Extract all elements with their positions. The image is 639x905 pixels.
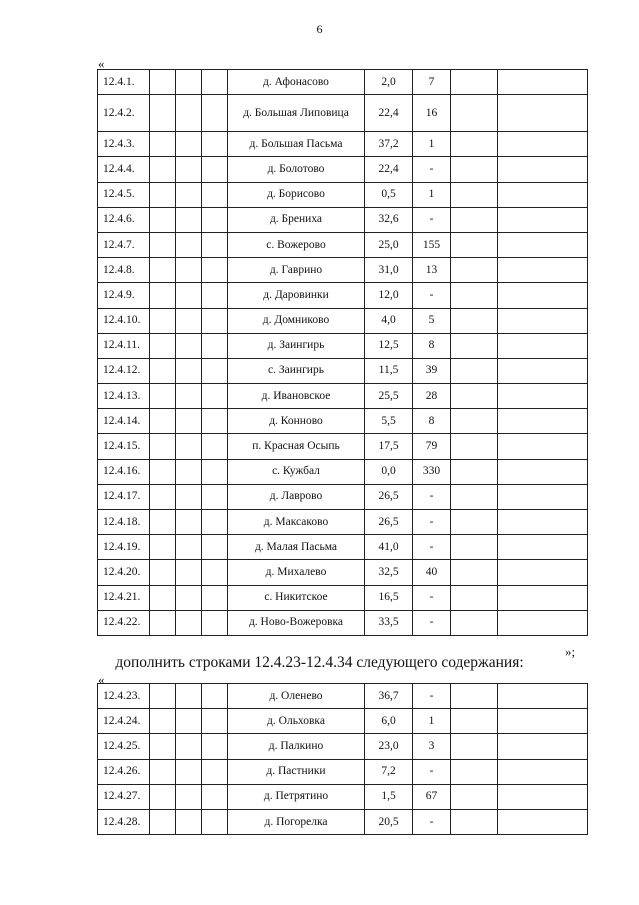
table-row	[98, 384, 588, 409]
count-cell: -	[413, 585, 451, 610]
empty-cell	[451, 459, 498, 484]
settlement-name-cell: д. Болотово	[228, 157, 365, 182]
count-cell: 5	[413, 308, 451, 333]
empty-cell	[176, 784, 202, 809]
table-row	[98, 358, 588, 383]
empty-cell	[150, 535, 176, 560]
count-cell: 1	[413, 709, 451, 734]
row-number-cell: 12.4.26.	[98, 759, 150, 784]
empty-cell	[150, 132, 176, 157]
empty-cell	[202, 734, 228, 759]
row-number-cell: 12.4.22.	[98, 610, 150, 635]
empty-cell	[176, 283, 202, 308]
empty-cell	[176, 684, 202, 709]
settlement-name-cell: с. Заингирь	[228, 358, 365, 383]
table-row	[98, 232, 588, 257]
count-cell: -	[413, 759, 451, 784]
instruction-text: дополнить строками 12.4.23-12.4.34 следующего содержания:	[115, 654, 524, 671]
count-cell: 330	[413, 459, 451, 484]
empty-cell	[150, 358, 176, 383]
settlement-name-cell: д. Максаково	[228, 510, 365, 535]
empty-cell	[451, 258, 498, 283]
row-number-cell: 12.4.4.	[98, 157, 150, 182]
empty-cell	[202, 510, 228, 535]
empty-cell	[202, 132, 228, 157]
empty-cell	[150, 308, 176, 333]
empty-cell	[451, 95, 498, 132]
distance-cell: 1,5	[365, 784, 413, 809]
table-row	[98, 585, 588, 610]
empty-cell	[498, 510, 588, 535]
empty-cell	[451, 384, 498, 409]
table-row	[98, 535, 588, 560]
empty-cell	[150, 459, 176, 484]
empty-cell	[498, 610, 588, 635]
empty-cell	[451, 182, 498, 207]
settlement-name-cell: с. Никитское	[228, 585, 365, 610]
table-row	[98, 560, 588, 585]
empty-cell	[176, 132, 202, 157]
empty-cell	[202, 207, 228, 232]
empty-cell	[176, 258, 202, 283]
settlement-name-cell: д. Конново	[228, 409, 365, 434]
distance-cell: 36,7	[365, 684, 413, 709]
row-number-cell: 12.4.17.	[98, 484, 150, 509]
empty-cell	[202, 283, 228, 308]
empty-cell	[451, 759, 498, 784]
row-number-cell: 12.4.20.	[98, 560, 150, 585]
distance-cell: 22,4	[365, 95, 413, 132]
distance-cell: 26,5	[365, 510, 413, 535]
empty-cell	[150, 784, 176, 809]
distance-cell: 22,4	[365, 157, 413, 182]
empty-cell	[176, 384, 202, 409]
empty-cell	[498, 207, 588, 232]
empty-cell	[498, 95, 588, 132]
empty-cell	[150, 384, 176, 409]
empty-cell	[498, 535, 588, 560]
row-number-cell: 12.4.13.	[98, 384, 150, 409]
distance-cell: 32,6	[365, 207, 413, 232]
empty-cell	[150, 157, 176, 182]
count-cell: -	[413, 535, 451, 560]
count-cell: -	[413, 510, 451, 535]
table-row	[98, 283, 588, 308]
settlement-name-cell: п. Красная Осыпь	[228, 434, 365, 459]
row-number-cell: 12.4.21.	[98, 585, 150, 610]
empty-cell	[176, 560, 202, 585]
table-row	[98, 434, 588, 459]
empty-cell	[150, 95, 176, 132]
empty-cell	[202, 585, 228, 610]
empty-cell	[150, 283, 176, 308]
empty-cell	[176, 759, 202, 784]
count-cell: -	[413, 283, 451, 308]
empty-cell	[150, 70, 176, 95]
settlement-name-cell: д. Ново-Вожеровка	[228, 610, 365, 635]
table-row	[98, 734, 588, 759]
empty-cell	[176, 95, 202, 132]
empty-cell	[451, 809, 498, 834]
distance-cell: 41,0	[365, 535, 413, 560]
distance-cell: 4,0	[365, 308, 413, 333]
empty-cell	[451, 510, 498, 535]
empty-cell	[498, 132, 588, 157]
empty-cell	[451, 560, 498, 585]
distance-cell: 32,5	[365, 560, 413, 585]
table-row	[98, 459, 588, 484]
empty-cell	[202, 333, 228, 358]
empty-cell	[150, 560, 176, 585]
table-row	[98, 182, 588, 207]
empty-cell	[498, 308, 588, 333]
row-number-cell: 12.4.9.	[98, 283, 150, 308]
distance-cell: 12,5	[365, 333, 413, 358]
empty-cell	[150, 684, 176, 709]
row-number-cell: 12.4.5.	[98, 182, 150, 207]
empty-cell	[498, 560, 588, 585]
empty-cell	[451, 784, 498, 809]
settlement-name-cell: д. Палкино	[228, 734, 365, 759]
distance-cell: 26,5	[365, 484, 413, 509]
table-row	[98, 70, 588, 95]
empty-cell	[451, 157, 498, 182]
row-number-cell: 12.4.15.	[98, 434, 150, 459]
empty-cell	[202, 784, 228, 809]
empty-cell	[498, 333, 588, 358]
empty-cell	[498, 157, 588, 182]
settlement-name-cell: д. Пастники	[228, 759, 365, 784]
count-cell: -	[413, 809, 451, 834]
row-number-cell: 12.4.24.	[98, 709, 150, 734]
count-cell: 16	[413, 95, 451, 132]
empty-cell	[202, 358, 228, 383]
empty-cell	[202, 157, 228, 182]
empty-cell	[498, 784, 588, 809]
settlement-name-cell: с. Вожерово	[228, 232, 365, 257]
empty-cell	[202, 709, 228, 734]
count-cell: -	[413, 207, 451, 232]
settlement-name-cell: д. Борисово	[228, 182, 365, 207]
empty-cell	[498, 70, 588, 95]
count-cell: 8	[413, 333, 451, 358]
table-row	[98, 308, 588, 333]
empty-cell	[150, 333, 176, 358]
empty-cell	[498, 459, 588, 484]
distance-cell: 17,5	[365, 434, 413, 459]
empty-cell	[451, 535, 498, 560]
empty-cell	[150, 484, 176, 509]
table-row	[98, 333, 588, 358]
settlement-name-cell: с. Кужбал	[228, 459, 365, 484]
settlement-name-cell: д. Лаврово	[228, 484, 365, 509]
empty-cell	[150, 585, 176, 610]
empty-cell	[202, 384, 228, 409]
table-row	[98, 709, 588, 734]
empty-cell	[202, 308, 228, 333]
empty-cell	[498, 684, 588, 709]
empty-cell	[176, 585, 202, 610]
count-cell: -	[413, 684, 451, 709]
table-row	[98, 132, 588, 157]
table-row	[98, 759, 588, 784]
empty-cell	[451, 484, 498, 509]
empty-cell	[150, 409, 176, 434]
empty-cell	[451, 409, 498, 434]
page-number: 6	[316, 22, 323, 36]
empty-cell	[202, 232, 228, 257]
distance-cell: 31,0	[365, 258, 413, 283]
empty-cell	[202, 95, 228, 132]
table-row	[98, 409, 588, 434]
empty-cell	[451, 333, 498, 358]
empty-cell	[150, 182, 176, 207]
empty-cell	[498, 409, 588, 434]
empty-cell	[150, 207, 176, 232]
empty-cell	[150, 809, 176, 834]
empty-cell	[176, 358, 202, 383]
empty-cell	[202, 484, 228, 509]
row-number-cell: 12.4.16.	[98, 459, 150, 484]
empty-cell	[176, 809, 202, 834]
count-cell: 13	[413, 258, 451, 283]
count-cell: 1	[413, 132, 451, 157]
empty-cell	[202, 459, 228, 484]
settlement-name-cell: д. Большая Липовица	[228, 95, 365, 132]
empty-cell	[451, 358, 498, 383]
distance-cell: 16,5	[365, 585, 413, 610]
distance-cell: 25,5	[365, 384, 413, 409]
empty-cell	[498, 384, 588, 409]
distance-cell: 23,0	[365, 734, 413, 759]
settlement-name-cell: д. Оленево	[228, 684, 365, 709]
empty-cell	[176, 709, 202, 734]
table-row	[98, 784, 588, 809]
count-cell: 3	[413, 734, 451, 759]
row-number-cell: 12.4.19.	[98, 535, 150, 560]
distance-cell: 7,2	[365, 759, 413, 784]
row-number-cell: 12.4.12.	[98, 358, 150, 383]
open-quote-1: «	[98, 56, 105, 71]
count-cell: 8	[413, 409, 451, 434]
empty-cell	[498, 734, 588, 759]
empty-cell	[150, 434, 176, 459]
row-number-cell: 12.4.23.	[98, 684, 150, 709]
settlement-name-cell: д. Заингирь	[228, 333, 365, 358]
settlement-name-cell: д. Домниково	[228, 308, 365, 333]
empty-cell	[202, 610, 228, 635]
row-number-cell: 12.4.28.	[98, 809, 150, 834]
empty-cell	[498, 759, 588, 784]
open-quote-2: «	[98, 672, 105, 687]
distance-cell: 20,5	[365, 809, 413, 834]
empty-cell	[498, 484, 588, 509]
row-number-cell: 12.4.2.	[98, 95, 150, 132]
empty-cell	[451, 610, 498, 635]
empty-cell	[176, 308, 202, 333]
row-number-cell: 12.4.1.	[98, 70, 150, 95]
empty-cell	[451, 132, 498, 157]
row-number-cell: 12.4.18.	[98, 510, 150, 535]
empty-cell	[451, 709, 498, 734]
settlements-table-2	[97, 683, 588, 835]
distance-cell: 25,0	[365, 232, 413, 257]
row-number-cell: 12.4.3.	[98, 132, 150, 157]
table-row	[98, 207, 588, 232]
count-cell: -	[413, 157, 451, 182]
empty-cell	[150, 759, 176, 784]
empty-cell	[176, 409, 202, 434]
row-number-cell: 12.4.10.	[98, 308, 150, 333]
settlement-name-cell: д. Михалево	[228, 560, 365, 585]
empty-cell	[498, 585, 588, 610]
distance-cell: 12,0	[365, 283, 413, 308]
settlement-name-cell: д. Ивановское	[228, 384, 365, 409]
empty-cell	[498, 709, 588, 734]
empty-cell	[498, 182, 588, 207]
distance-cell: 0,5	[365, 182, 413, 207]
row-number-cell: 12.4.7.	[98, 232, 150, 257]
empty-cell	[176, 459, 202, 484]
empty-cell	[451, 308, 498, 333]
table-row	[98, 484, 588, 509]
empty-cell	[176, 434, 202, 459]
settlement-name-cell: д. Афонасово	[228, 70, 365, 95]
empty-cell	[176, 510, 202, 535]
empty-cell	[150, 734, 176, 759]
settlement-name-cell: д. Большая Пасьма	[228, 132, 365, 157]
row-number-cell: 12.4.25.	[98, 734, 150, 759]
distance-cell: 11,5	[365, 358, 413, 383]
empty-cell	[498, 809, 588, 834]
empty-cell	[451, 70, 498, 95]
empty-cell	[176, 157, 202, 182]
count-cell: 40	[413, 560, 451, 585]
empty-cell	[176, 70, 202, 95]
empty-cell	[176, 734, 202, 759]
settlement-name-cell: д. Малая Пасьма	[228, 535, 365, 560]
count-cell: 28	[413, 384, 451, 409]
row-number-cell: 12.4.14.	[98, 409, 150, 434]
table-row	[98, 510, 588, 535]
empty-cell	[176, 207, 202, 232]
count-cell: 67	[413, 784, 451, 809]
empty-cell	[202, 70, 228, 95]
count-cell: -	[413, 484, 451, 509]
settlement-name-cell: д. Петрятино	[228, 784, 365, 809]
settlements-table-1	[97, 69, 588, 636]
empty-cell	[176, 333, 202, 358]
settlement-name-cell: д. Погорелка	[228, 809, 365, 834]
distance-cell: 0,0	[365, 459, 413, 484]
count-cell: 79	[413, 434, 451, 459]
table-row	[98, 610, 588, 635]
empty-cell	[451, 585, 498, 610]
empty-cell	[150, 610, 176, 635]
distance-cell: 6,0	[365, 709, 413, 734]
empty-cell	[202, 409, 228, 434]
row-number-cell: 12.4.11.	[98, 333, 150, 358]
empty-cell	[176, 232, 202, 257]
table-row	[98, 157, 588, 182]
empty-cell	[498, 358, 588, 383]
empty-cell	[202, 182, 228, 207]
table-row	[98, 258, 588, 283]
empty-cell	[451, 232, 498, 257]
empty-cell	[202, 258, 228, 283]
empty-cell	[150, 510, 176, 535]
settlement-name-cell: д. Ольховка	[228, 709, 365, 734]
empty-cell	[498, 283, 588, 308]
empty-cell	[451, 734, 498, 759]
empty-cell	[176, 535, 202, 560]
close-quote-1: »;	[565, 644, 576, 659]
table-row	[98, 95, 588, 132]
empty-cell	[498, 258, 588, 283]
empty-cell	[150, 232, 176, 257]
settlement-name-cell: д. Брениха	[228, 207, 365, 232]
empty-cell	[150, 258, 176, 283]
empty-cell	[150, 709, 176, 734]
empty-cell	[202, 684, 228, 709]
row-number-cell: 12.4.27.	[98, 784, 150, 809]
empty-cell	[451, 283, 498, 308]
count-cell: 1	[413, 182, 451, 207]
count-cell: 155	[413, 232, 451, 257]
empty-cell	[451, 434, 498, 459]
empty-cell	[202, 560, 228, 585]
table-row	[98, 809, 588, 834]
empty-cell	[451, 684, 498, 709]
empty-cell	[202, 759, 228, 784]
row-number-cell: 12.4.8.	[98, 258, 150, 283]
empty-cell	[498, 434, 588, 459]
count-cell: 39	[413, 358, 451, 383]
table-row	[98, 684, 588, 709]
empty-cell	[176, 484, 202, 509]
settlement-name-cell: д. Даровинки	[228, 283, 365, 308]
count-cell: 7	[413, 70, 451, 95]
distance-cell: 5,5	[365, 409, 413, 434]
row-number-cell: 12.4.6.	[98, 207, 150, 232]
empty-cell	[176, 610, 202, 635]
empty-cell	[202, 809, 228, 834]
distance-cell: 2,0	[365, 70, 413, 95]
empty-cell	[498, 232, 588, 257]
empty-cell	[202, 434, 228, 459]
distance-cell: 37,2	[365, 132, 413, 157]
empty-cell	[451, 207, 498, 232]
distance-cell: 33,5	[365, 610, 413, 635]
empty-cell	[176, 182, 202, 207]
settlement-name-cell: д. Гаврино	[228, 258, 365, 283]
count-cell: -	[413, 610, 451, 635]
empty-cell	[202, 535, 228, 560]
